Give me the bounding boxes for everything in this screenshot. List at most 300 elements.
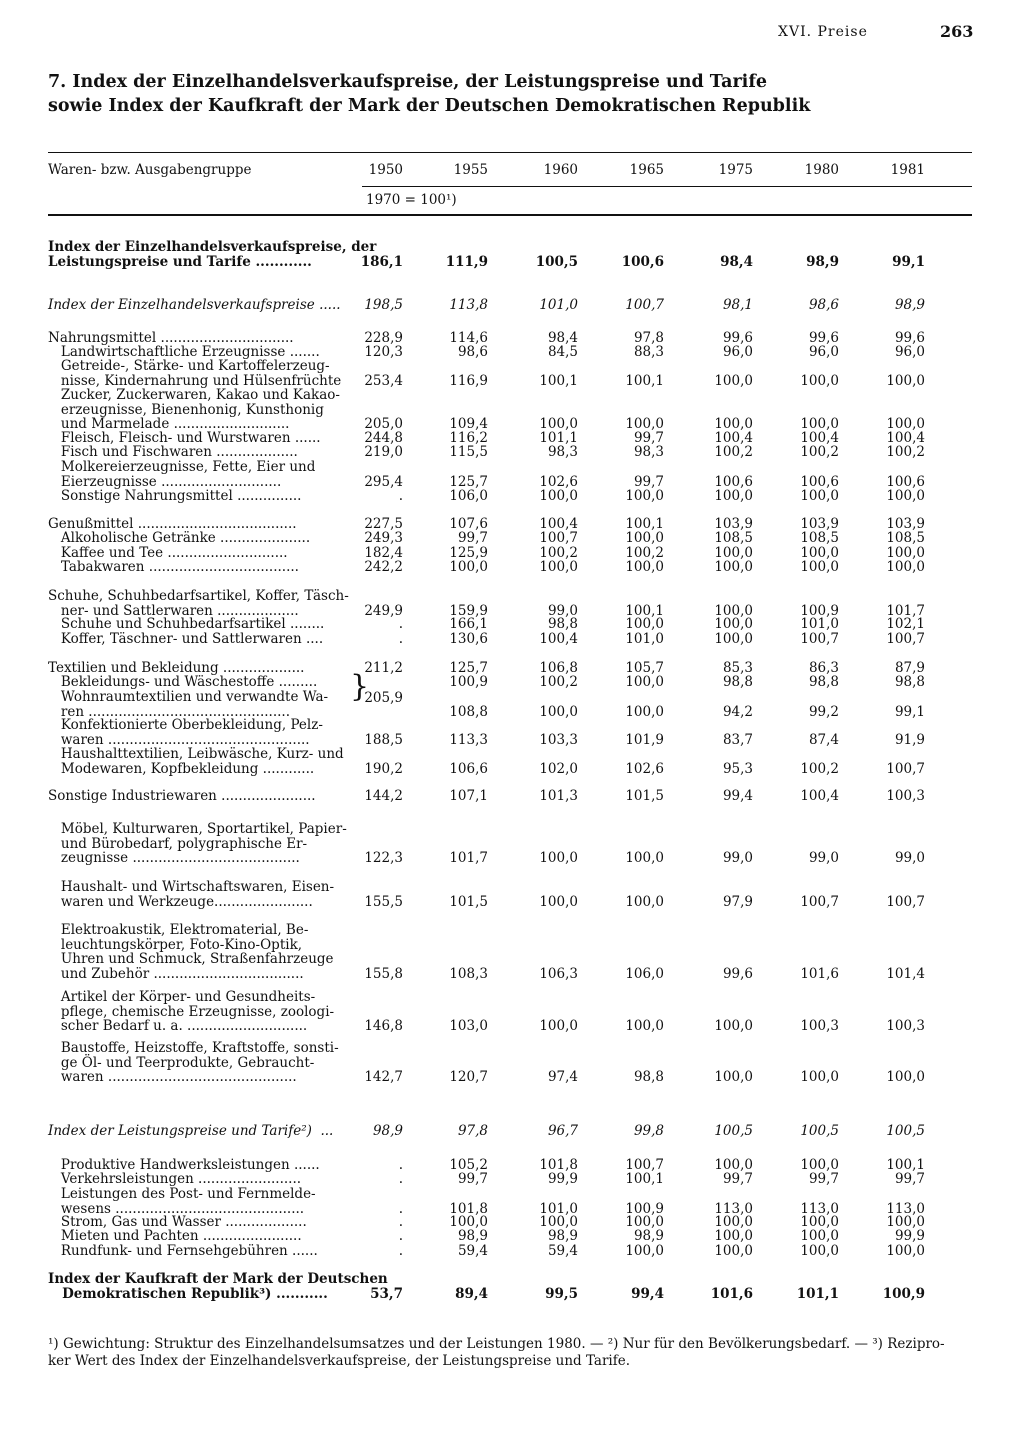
row-label: und Bürobedarf, polygraphische Er- <box>48 835 308 852</box>
cell-1950: . <box>398 1171 403 1187</box>
row-label: Tabakwaren ................................... <box>48 559 299 575</box>
cell-1950: . <box>398 1214 403 1230</box>
cell-1975: 113,0 <box>714 1200 753 1217</box>
cell-1965: 99,7 <box>633 473 664 490</box>
cell-1960: 101,3 <box>539 788 578 804</box>
cell-1980: 100,4 <box>800 788 839 804</box>
row-label: Leistungspreise und Tarife ............ <box>48 253 312 270</box>
cell-1980: 99,7 <box>808 1171 839 1187</box>
cell-1980: 98,8 <box>808 674 839 690</box>
cell-1965: 100,0 <box>625 850 664 866</box>
cell-1975: 100,0 <box>714 416 753 432</box>
cell-1980: 100,0 <box>800 1157 839 1173</box>
row-label: Konfektionierte Oberbekleidung, Pelz- <box>48 717 323 733</box>
cell-1960: 59,4 <box>547 1243 578 1259</box>
cell-1981: 103,9 <box>886 516 925 532</box>
row-label: erzeugnisse, Bienenhonig, Kunsthonig <box>48 401 324 418</box>
cell-1980: 100,0 <box>800 1243 839 1259</box>
cell-1980: 99,2 <box>808 703 839 720</box>
cell-1955: 99,7 <box>457 1171 488 1187</box>
cell-1955: 114,6 <box>449 330 488 346</box>
row-label: waren ............................................ <box>48 1069 297 1085</box>
cell-1950: . <box>398 616 403 632</box>
cell-1965: 99,7 <box>633 430 664 446</box>
row-label: Fleisch, Fleisch- und Wurstwaren ...... <box>48 430 321 446</box>
cell-1965: 100,1 <box>625 372 664 389</box>
cell-1950: 205,0 <box>364 416 403 432</box>
cell-1955: 166,1 <box>449 616 488 632</box>
cell-1980: 101,0 <box>800 616 839 632</box>
cell-1965: 100,1 <box>625 602 664 619</box>
cell-1981: 100,6 <box>886 473 925 490</box>
cell-1980: 100,0 <box>800 416 839 432</box>
cell-1955: 159,9 <box>449 602 488 619</box>
column-header-group: Waren- bzw. Ausgabengruppe <box>48 162 252 178</box>
cell-1960: 100,2 <box>539 545 578 561</box>
table-top-rule <box>48 152 972 153</box>
header-mid-rule <box>362 186 972 187</box>
row-label: Elektroakustik, Elektromaterial, Be- <box>48 922 309 938</box>
cell-1981: 100,9 <box>882 1285 925 1302</box>
cell-1965: 100,0 <box>625 1243 664 1259</box>
cell-1981: 98,9 <box>894 297 925 313</box>
cell-1980: 100,5 <box>800 1123 839 1139</box>
row-label: pflege, chemische Erzeugnisse, zoologi- <box>48 1003 335 1020</box>
row-label: Sonstige Industriewaren ...................... <box>48 788 316 804</box>
cell-1975: 99,4 <box>722 788 753 804</box>
cell-1975: 96,0 <box>722 344 753 360</box>
cell-1955: 105,2 <box>449 1157 488 1173</box>
cell-1980: 100,7 <box>800 631 839 647</box>
year-header-6: 1981 <box>890 162 925 178</box>
cell-1981: 96,0 <box>894 344 925 360</box>
cell-1950: . <box>398 1200 403 1217</box>
cell-1981: 100,3 <box>886 788 925 804</box>
cell-1955: 100,0 <box>449 1214 488 1230</box>
row-label: Mieten und Pachten ....................... <box>48 1228 302 1244</box>
cell-1980: 96,0 <box>808 344 839 360</box>
cell-1955: 111,9 <box>445 253 488 270</box>
merged-1950-value: 205,9 <box>364 690 403 706</box>
row-label: Sonstige Nahrungsmittel ............... <box>48 488 302 504</box>
cell-1981: 100,2 <box>886 444 925 460</box>
year-header-2: 1960 <box>543 162 578 178</box>
cell-1955: 125,7 <box>449 473 488 490</box>
row-label: Eierzeugnisse ............................ <box>48 473 282 490</box>
cell-1960: 98,9 <box>547 1228 578 1244</box>
cell-1975: 100,4 <box>714 430 753 446</box>
merge-brace: } <box>350 669 370 704</box>
cell-1965: 100,7 <box>625 1157 664 1173</box>
cell-1975: 100,0 <box>714 1214 753 1230</box>
cell-1981: 91,9 <box>894 731 925 748</box>
cell-1955: 99,7 <box>457 530 488 546</box>
cell-1975: 100,6 <box>714 473 753 490</box>
cell-1950: 188,5 <box>364 731 403 748</box>
row-label: wesens ............................................ <box>48 1200 305 1217</box>
row-label: Fisch und Fischwaren ................... <box>48 444 298 460</box>
cell-1981: 100,3 <box>886 1018 925 1034</box>
footnote-line-1: ¹) Gewichtung: Struktur des Einzelhandelsumsatzes und der Leistungen 1980. — ²) Nur für den Bevölkerungsbedarf. — ³) Rezipro- <box>48 1336 945 1352</box>
cell-1950: 190,2 <box>364 760 403 777</box>
cell-1965: 100,7 <box>625 297 664 313</box>
row-label: Landwirtschaftliche Erzeugnisse ....... <box>48 344 320 360</box>
cell-1960: 98,8 <box>547 616 578 632</box>
cell-1975: 95,3 <box>722 760 753 777</box>
row-label: waren und Werkzeuge....................... <box>48 893 313 910</box>
row-label: und Marmelade ........................... <box>48 416 290 432</box>
row-label: Baustoffe, Heizstoffe, Kraftstoffe, sonsti- <box>48 1040 339 1056</box>
row-label: Kaffee und Tee ............................ <box>48 545 288 561</box>
cell-1981: 99,1 <box>892 253 925 270</box>
cell-1965: 100,0 <box>625 1018 664 1034</box>
cell-1980: 87,4 <box>808 731 839 748</box>
cell-1950: 295,4 <box>364 473 403 490</box>
cell-1981: 100,7 <box>886 760 925 777</box>
cell-1965: 100,0 <box>625 1214 664 1230</box>
cell-1960: 100,4 <box>539 631 578 647</box>
row-label: Uhren und Schmuck, Straßenfahrzeuge <box>48 951 334 967</box>
cell-1960: 100,0 <box>539 850 578 866</box>
cell-1955: 125,7 <box>449 660 488 676</box>
cell-1960: 106,8 <box>539 660 578 676</box>
cell-1955: 130,6 <box>449 631 488 647</box>
cell-1980: 100,4 <box>800 430 839 446</box>
cell-1960: 101,8 <box>539 1157 578 1173</box>
running-head: XVI. Preise <box>778 24 868 40</box>
row-label: Koffer, Täschner- und Sattlerwaren .... <box>48 631 324 647</box>
cell-1950: . <box>398 1243 403 1259</box>
cell-1950: 249,3 <box>364 530 403 546</box>
cell-1965: 100,0 <box>625 416 664 432</box>
row-label: Zucker, Zuckerwaren, Kakao und Kakao- <box>48 387 340 403</box>
cell-1980: 103,9 <box>800 516 839 532</box>
row-label: Schuhe, Schuhbedarfsartikel, Koffer, Täsch- <box>48 588 349 604</box>
cell-1965: 102,6 <box>625 760 664 777</box>
row-label: Produktive Handwerksleistungen ...... <box>48 1157 320 1173</box>
cell-1960: 100,0 <box>539 559 578 575</box>
cell-1980: 100,2 <box>800 760 839 777</box>
cell-1965: 101,0 <box>625 631 664 647</box>
cell-1981: 100,0 <box>886 1214 925 1230</box>
cell-1960: 101,0 <box>539 297 578 313</box>
year-header-1: 1955 <box>453 162 488 178</box>
cell-1975: 100,0 <box>714 602 753 619</box>
cell-1965: 100,0 <box>625 488 664 504</box>
cell-1965: 97,8 <box>633 330 664 346</box>
cell-1975: 98,1 <box>722 297 753 313</box>
cell-1980: 100,6 <box>800 473 839 490</box>
cell-1955: 113,8 <box>449 297 488 313</box>
row-label: Modewaren, Kopfbekleidung ............ <box>48 760 315 777</box>
cell-1981: 100,0 <box>886 545 925 561</box>
cell-1955: 101,7 <box>449 850 488 866</box>
cell-1965: 100,0 <box>625 559 664 575</box>
cell-1955: 97,8 <box>457 1123 488 1139</box>
cell-1955: 106,6 <box>449 760 488 777</box>
cell-1981: 87,9 <box>894 660 925 676</box>
cell-1965: 99,8 <box>633 1123 664 1139</box>
cell-1981: 100,0 <box>886 416 925 432</box>
cell-1960: 103,3 <box>539 731 578 748</box>
cell-1960: 98,4 <box>547 330 578 346</box>
cell-1955: 101,8 <box>449 1200 488 1217</box>
cell-1950: 219,0 <box>364 444 403 460</box>
cell-1955: 107,6 <box>449 516 488 532</box>
cell-1981: 113,0 <box>886 1200 925 1217</box>
row-label: ge Öl- und Teerprodukte, Gebraucht- <box>48 1054 315 1071</box>
cell-1980: 108,5 <box>800 530 839 546</box>
cell-1955: 116,9 <box>449 372 488 389</box>
cell-1965: 98,8 <box>633 1069 664 1085</box>
cell-1955: 107,1 <box>449 788 488 804</box>
row-label: Index der Leistungspreise und Tarife²) ... <box>48 1123 334 1139</box>
cell-1965: 100,6 <box>621 253 664 270</box>
cell-1960: 97,4 <box>547 1069 578 1085</box>
row-label: und Zubehör ................................... <box>48 965 304 982</box>
cell-1960: 96,7 <box>547 1123 578 1139</box>
row-label: Genußmittel ..................................... <box>48 516 297 532</box>
row-label: leuchtungskörper, Foto-Kino-Optik, <box>48 936 303 953</box>
cell-1950: 198,5 <box>364 297 403 313</box>
cell-1980: 100,7 <box>800 893 839 910</box>
cell-1960: 99,0 <box>547 602 578 619</box>
cell-1950: . <box>398 631 403 647</box>
cell-1955: 115,5 <box>449 444 488 460</box>
row-label: Verkehrsleistungen ........................ <box>48 1171 302 1187</box>
cell-1981: 108,5 <box>886 530 925 546</box>
cell-1950: 253,4 <box>364 372 403 389</box>
cell-1955: 100,9 <box>449 674 488 690</box>
cell-1960: 100,7 <box>539 530 578 546</box>
cell-1960: 100,0 <box>539 1018 578 1034</box>
cell-1965: 100,9 <box>625 1200 664 1217</box>
cell-1950: 186,1 <box>360 253 403 270</box>
cell-1980: 100,9 <box>800 602 839 619</box>
cell-1975: 100,0 <box>714 545 753 561</box>
cell-1981: 99,6 <box>894 330 925 346</box>
row-label: Rundfunk- und Fernsehgebühren ...... <box>48 1243 318 1259</box>
row-label: Möbel, Kulturwaren, Sportartikel, Papier- <box>48 821 347 837</box>
cell-1950: 242,2 <box>364 559 403 575</box>
cell-1965: 98,9 <box>633 1228 664 1244</box>
cell-1955: 108,3 <box>449 965 488 982</box>
cell-1975: 100,0 <box>714 631 753 647</box>
cell-1950: 146,8 <box>364 1018 403 1034</box>
cell-1950: 182,4 <box>364 545 403 561</box>
cell-1975: 100,0 <box>714 1228 753 1244</box>
cell-1960: 100,4 <box>539 516 578 532</box>
cell-1965: 105,7 <box>625 660 664 676</box>
cell-1975: 100,0 <box>714 559 753 575</box>
cell-1950: . <box>398 1157 403 1173</box>
row-label: Nahrungsmittel ............................... <box>48 330 294 346</box>
cell-1965: 100,0 <box>625 616 664 632</box>
cell-1960: 99,9 <box>547 1171 578 1187</box>
cell-1980: 100,0 <box>800 1069 839 1085</box>
cell-1975: 99,0 <box>722 850 753 866</box>
row-label: Textilien und Bekleidung ................... <box>48 660 305 676</box>
cell-1980: 100,0 <box>800 1228 839 1244</box>
cell-1981: 100,0 <box>886 372 925 389</box>
cell-1965: 88,3 <box>633 344 664 360</box>
cell-1955: 120,7 <box>449 1069 488 1085</box>
page-title <box>48 70 988 118</box>
row-label: ren ............................................... <box>48 703 290 720</box>
row-label: ner- und Sattlerwaren ................... <box>48 602 299 619</box>
cell-1960: 84,5 <box>547 344 578 360</box>
row-label: Index der Einzelhandelsverkaufspreise, der <box>48 239 377 255</box>
cell-1981: 100,5 <box>886 1123 925 1139</box>
row-label: Demokratischen Republik³) ........... <box>48 1285 328 1302</box>
footnote-line-2: ker Wert des Index der Einzelhandelsverkaufspreise, der Leistungspreise und Tarife. <box>48 1353 631 1369</box>
cell-1975: 100,0 <box>714 1157 753 1173</box>
cell-1975: 108,5 <box>714 530 753 546</box>
row-label: Getreide-, Stärke- und Kartoffelerzeug- <box>48 358 330 374</box>
cell-1965: 101,9 <box>625 731 664 748</box>
cell-1981: 101,7 <box>886 602 925 619</box>
cell-1981: 100,0 <box>886 559 925 575</box>
year-header-4: 1975 <box>718 162 753 178</box>
title-line-1: 7. Index der Einzelhandelsverkaufspreise, der Leistungspreise und Tarife <box>48 72 767 92</box>
cell-1950: 120,3 <box>364 344 403 360</box>
row-label: Haushalt- und Wirtschaftswaren, Eisen- <box>48 879 335 895</box>
cell-1950: 98,9 <box>372 1123 403 1139</box>
cell-1980: 100,0 <box>800 372 839 389</box>
cell-1975: 97,9 <box>722 893 753 910</box>
cell-1981: 99,0 <box>894 850 925 866</box>
cell-1950: . <box>398 1228 403 1244</box>
cell-1965: 100,0 <box>625 674 664 690</box>
cell-1980: 86,3 <box>808 660 839 676</box>
cell-1965: 98,3 <box>633 444 664 460</box>
cell-1980: 100,0 <box>800 559 839 575</box>
cell-1955: 59,4 <box>457 1243 488 1259</box>
cell-1950: 144,2 <box>364 788 403 804</box>
cell-1965: 100,0 <box>625 703 664 720</box>
cell-1980: 100,0 <box>800 488 839 504</box>
cell-1975: 98,4 <box>720 253 753 270</box>
cell-1975: 99,6 <box>722 965 753 982</box>
cell-1960: 102,0 <box>539 760 578 777</box>
cell-1975: 100,0 <box>714 616 753 632</box>
header-bottom-rule <box>48 214 972 216</box>
cell-1960: 100,0 <box>539 893 578 910</box>
cell-1950: . <box>398 488 403 504</box>
index-basis: 1970 = 100¹) <box>366 192 457 208</box>
cell-1955: 125,9 <box>449 545 488 561</box>
cell-1980: 98,9 <box>806 253 839 270</box>
cell-1975: 100,0 <box>714 1069 753 1085</box>
row-label: Strom, Gas und Wasser ................... <box>48 1214 307 1230</box>
row-label: Wohnraumtextilien und verwandte Wa- <box>48 689 329 705</box>
cell-1980: 100,0 <box>800 545 839 561</box>
cell-1965: 100,0 <box>625 530 664 546</box>
cell-1960: 100,0 <box>539 1214 578 1230</box>
cell-1960: 98,3 <box>547 444 578 460</box>
cell-1950: 211,2 <box>364 660 403 676</box>
cell-1965: 101,5 <box>625 788 664 804</box>
cell-1981: 101,4 <box>886 965 925 982</box>
cell-1950: 228,9 <box>364 330 403 346</box>
cell-1981: 99,1 <box>894 703 925 720</box>
cell-1965: 100,1 <box>625 516 664 532</box>
cell-1965: 100,2 <box>625 545 664 561</box>
cell-1960: 100,1 <box>539 372 578 389</box>
cell-1955: 98,9 <box>457 1228 488 1244</box>
cell-1955: 100,0 <box>449 559 488 575</box>
cell-1965: 99,4 <box>631 1285 664 1302</box>
cell-1960: 99,5 <box>545 1285 578 1302</box>
row-label: zeugnisse ....................................... <box>48 850 300 866</box>
cell-1980: 99,6 <box>808 330 839 346</box>
cell-1975: 101,6 <box>710 1285 753 1302</box>
cell-1960: 100,2 <box>539 674 578 690</box>
row-label: Bekleidungs- und Wäschestoffe ......... <box>48 674 318 690</box>
cell-1980: 101,1 <box>796 1285 839 1302</box>
cell-1950: 244,8 <box>364 430 403 446</box>
cell-1960: 100,0 <box>539 416 578 432</box>
cell-1955: 89,4 <box>455 1285 488 1302</box>
cell-1950: 53,7 <box>370 1285 403 1302</box>
cell-1980: 101,6 <box>800 965 839 982</box>
row-label: Artikel der Körper- und Gesundheits- <box>48 989 316 1005</box>
row-label: Index der Einzelhandelsverkaufspreise ..... <box>48 297 341 313</box>
cell-1955: 108,8 <box>449 703 488 720</box>
page-number: 263 <box>940 22 974 41</box>
cell-1981: 100,0 <box>886 1243 925 1259</box>
cell-1975: 85,3 <box>722 660 753 676</box>
row-label: Schuhe und Schuhbedarfsartikel ........ <box>48 616 325 632</box>
year-header-3: 1965 <box>629 162 664 178</box>
row-label: Leistungen des Post- und Fernmelde- <box>48 1186 316 1202</box>
cell-1950: 122,3 <box>364 850 403 866</box>
cell-1975: 100,2 <box>714 444 753 460</box>
cell-1965: 100,1 <box>625 1171 664 1187</box>
cell-1981: 102,1 <box>886 616 925 632</box>
cell-1965: 106,0 <box>625 965 664 982</box>
cell-1980: 100,3 <box>800 1018 839 1034</box>
cell-1960: 100,0 <box>539 488 578 504</box>
cell-1980: 113,0 <box>800 1200 839 1217</box>
cell-1975: 100,0 <box>714 488 753 504</box>
row-label: waren ............................................... <box>48 731 310 748</box>
cell-1950: 155,5 <box>364 893 403 910</box>
cell-1975: 100,0 <box>714 1018 753 1034</box>
cell-1980: 100,2 <box>800 444 839 460</box>
footnotes <box>48 1336 978 1370</box>
cell-1955: 113,3 <box>449 731 488 748</box>
cell-1955: 106,0 <box>449 488 488 504</box>
cell-1981: 100,0 <box>886 1069 925 1085</box>
cell-1955: 116,2 <box>449 430 488 446</box>
cell-1981: 98,8 <box>894 674 925 690</box>
title-line-2: sowie Index der Kaufkraft der Mark der Deutschen Demokratischen Republik <box>48 96 811 116</box>
cell-1950: 142,7 <box>364 1069 403 1085</box>
cell-1975: 100,0 <box>714 1243 753 1259</box>
cell-1960: 106,3 <box>539 965 578 982</box>
cell-1981: 100,1 <box>886 1157 925 1173</box>
cell-1981: 100,0 <box>886 488 925 504</box>
cell-1950: 249,9 <box>364 602 403 619</box>
cell-1975: 83,7 <box>722 731 753 748</box>
row-label: Haushalttextilien, Leibwäsche, Kurz- und <box>48 746 344 762</box>
cell-1975: 99,6 <box>722 330 753 346</box>
cell-1975: 99,7 <box>722 1171 753 1187</box>
cell-1955: 103,0 <box>449 1018 488 1034</box>
cell-1981: 99,7 <box>894 1171 925 1187</box>
cell-1981: 100,4 <box>886 430 925 446</box>
